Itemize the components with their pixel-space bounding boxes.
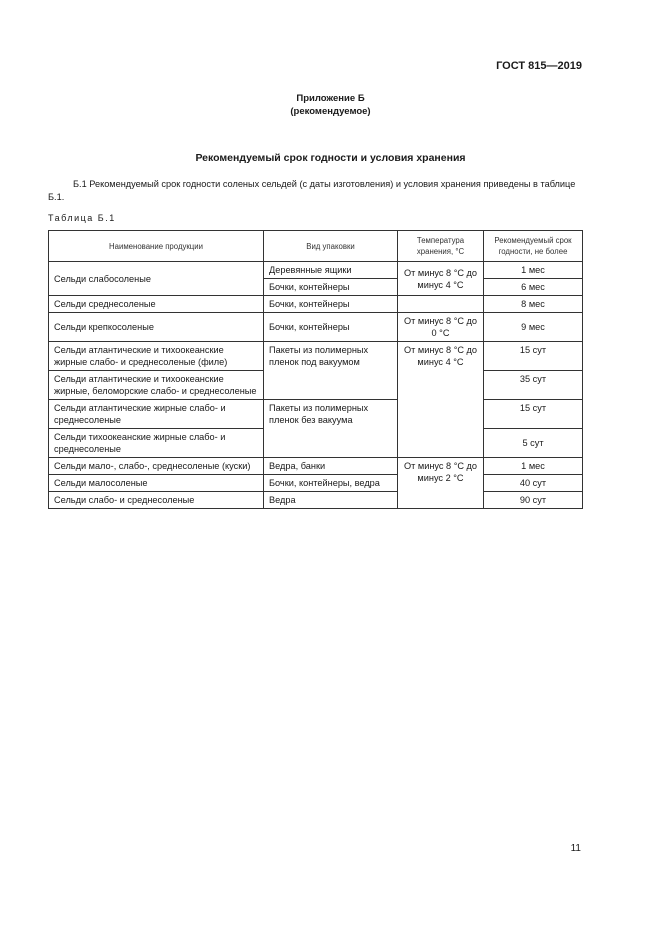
shelf-life-cell: 35 сут (484, 371, 583, 400)
shelf-life-cell: 5 сут (484, 429, 583, 458)
table-row (49, 458, 583, 475)
header-shelf-life: Рекомендуемый срок годности, не более (484, 231, 583, 262)
shelf-life-cell: 8 мес (484, 296, 583, 313)
product-cell: Сельди слабосоленые (49, 262, 264, 296)
shelf-life-cell: 1 мес (484, 262, 583, 279)
section-heading: Рекомендуемый срок годности и условия хранения (195, 152, 466, 164)
packaging-cell: Ведра (264, 492, 398, 509)
shelf-life-cell: 9 мес (484, 313, 583, 342)
product-cell: Сельди малосоленые (49, 475, 264, 492)
table-row (49, 475, 583, 492)
product-cell: Сельди тихоокеанские жирные слабо- и среднесоленые (49, 429, 264, 458)
product-cell: Сельди атлантические и тихоокеанские жирные, беломорские слабо- и среднесоленые (49, 371, 264, 400)
table-row (49, 342, 583, 371)
temperature-cell (398, 296, 484, 313)
temperature-cell: От минус 8 °С до минус 4 °С (398, 342, 484, 458)
product-cell: Сельди крепкосоленые (49, 313, 264, 342)
packaging-cell: Бочки, контейнеры (264, 313, 398, 342)
temperature-cell: От минус 8 °С до минус 2 °С (398, 458, 484, 509)
product-cell: Сельди атлантические и тихоокеанские жирные слабо- и среднесоленые (филе) (49, 342, 264, 371)
appendix-subtitle: (рекомендуемое) (290, 106, 371, 117)
packaging-cell: Пакеты из полимерных пленок под вакуумом (264, 342, 398, 400)
header-temperature: Температура хранения, °С (398, 231, 484, 262)
shelf-life-cell: 1 мес (484, 458, 583, 475)
temperature-cell: От минус 8 °С до 0 °С (398, 313, 484, 342)
product-cell: Сельди слабо- и среднесоленые (49, 492, 264, 509)
table-row (49, 400, 583, 429)
product-cell: Сельди среднесоленые (49, 296, 264, 313)
table-row (49, 296, 583, 313)
table-header-row (49, 231, 583, 262)
packaging-cell: Ведра, банки (264, 458, 398, 475)
packaging-cell: Бочки, контейнеры (264, 279, 398, 296)
table-row (49, 492, 583, 509)
shelf-life-cell: 40 сут (484, 475, 583, 492)
temperature-cell: От минус 8 °С до минус 4 °С (398, 262, 484, 296)
storage-table (48, 230, 583, 509)
header-packaging: Вид упаковки (264, 231, 398, 262)
shelf-life-cell: 15 сут (484, 342, 583, 371)
standard-number: ГОСТ 815—2019 (496, 60, 582, 72)
appendix-title: Приложение Б (296, 93, 365, 104)
product-cell: Сельди атлантические жирные слабо- и среднесоленые (49, 400, 264, 429)
shelf-life-cell: 90 сут (484, 492, 583, 509)
table-caption: Таблица Б.1 (48, 213, 116, 223)
packaging-cell: Бочки, контейнеры, ведра (264, 475, 398, 492)
shelf-life-cell: 15 сут (484, 400, 583, 429)
table-row (49, 262, 583, 279)
product-cell: Сельди мало-, слабо-, среднесоленые (куски) (49, 458, 264, 475)
paragraph: Б.1 Рекомендуемый срок годности соленых сельдей (с даты изготовления) и условия хранения приведены в таблице Б.1. (48, 179, 576, 202)
appendix-block (0, 92, 661, 118)
header-product: Наименование продукции (49, 231, 264, 262)
table-row (49, 313, 583, 342)
page-number: 11 (570, 843, 581, 854)
packaging-cell: Пакеты из полимерных пленок без вакуума (264, 400, 398, 458)
shelf-life-cell: 6 мес (484, 279, 583, 296)
packaging-cell: Бочки, контейнеры (264, 296, 398, 313)
packaging-cell: Деревянные ящики (264, 262, 398, 279)
